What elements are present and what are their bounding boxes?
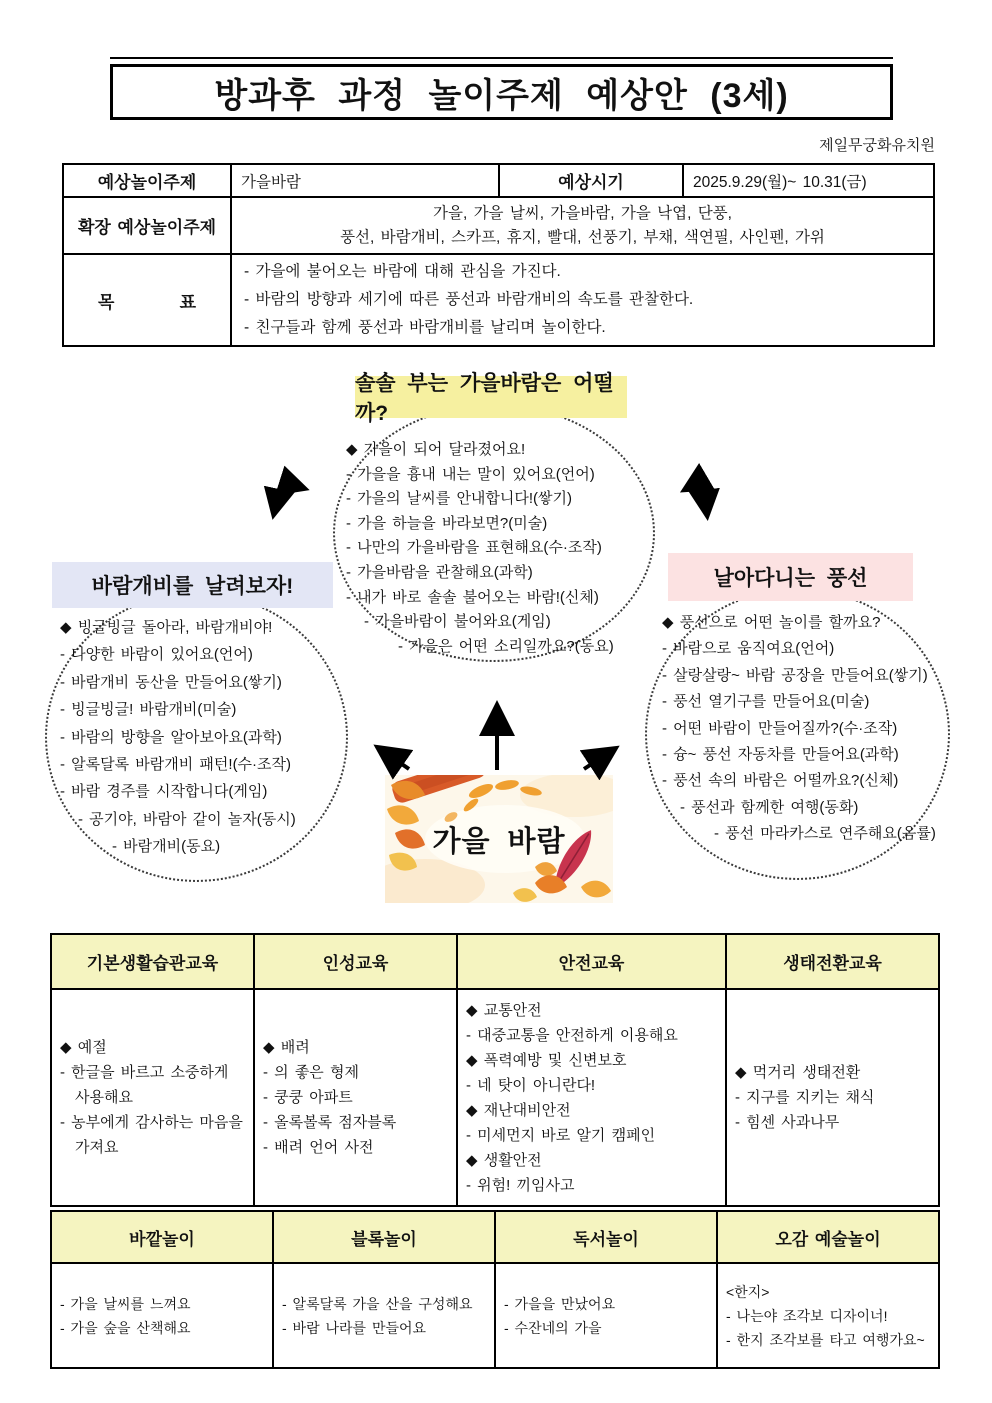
edu-item: ◆ 교통안전 <box>466 1001 542 1019</box>
edu-content-basic-habits <box>52 990 255 1205</box>
bubble-item: - 슝~ 풍선 자동차를 만들어요(과학) <box>662 746 899 764</box>
left-bubble-title: 바람개비를 날려보자! <box>52 562 333 608</box>
bubble-item: - 다양한 바람이 있어요(언어) <box>60 646 253 664</box>
bubble-item: - 공기야, 바람아 같이 놀자(동시) <box>78 810 296 828</box>
goal-label: 목 표 <box>64 255 232 345</box>
goal-item: - 가을에 불어오는 바람에 대해 관심을 가진다. <box>244 263 561 280</box>
play-item: - 바람 나라를 만들어요 <box>282 1319 427 1336</box>
play-item: - 알록달록 가을 산을 구성해요 <box>282 1295 473 1312</box>
play-header-art: 오감 예술놀이 <box>718 1212 938 1264</box>
right-bubble-items <box>662 610 952 848</box>
play-item: - 가을 숲을 산책해요 <box>60 1319 191 1336</box>
bubble-item: - 가을은 어떤 소리일까요?(동요) <box>398 637 614 655</box>
curved-double-arrow-right-icon <box>686 487 707 514</box>
edu-item: ◆ 폭력예방 및 신변보호 <box>466 1051 627 1069</box>
play-header-reading: 독서놀이 <box>496 1212 718 1264</box>
period-label: 예상시기 <box>500 165 684 198</box>
bubble-item: ◆ 가을이 되어 달라졌어요! <box>346 441 526 458</box>
edu-item: - 미세먼지 바로 알기 캠페인 <box>466 1126 656 1144</box>
goal-item: - 바람의 방향과 세기에 따른 풍선과 바람개비의 속도를 관찰한다. <box>244 291 694 308</box>
bubble-item: - 바람개비 동산을 만들어요(쌓기) <box>60 673 282 691</box>
title-box <box>110 64 893 120</box>
goal-list <box>232 255 933 345</box>
goal-item: - 친구들과 함께 풍선과 바람개비를 날리며 놀이한다. <box>244 319 606 336</box>
edu-item: ◆ 배려 <box>263 1039 310 1056</box>
edu-item: ◆ 재난대비안전 <box>466 1101 571 1119</box>
play-content-art <box>718 1264 938 1367</box>
bubble-item: - 풍선 속의 바람은 어떨까요?(신체) <box>662 772 899 790</box>
bubble-item: - 풍선 열기구를 만들어요(미술) <box>662 693 870 711</box>
bubble-item: - 내가 바로 솔솔 불어오는 바람!(신체) <box>346 588 599 606</box>
edu-item: ◆ 생활안전 <box>466 1151 542 1169</box>
play-item: - 가을 날씨를 느껴요 <box>60 1295 191 1312</box>
edu-item: - 대중교통을 안전하게 이용해요 <box>466 1026 678 1044</box>
bubble-item: - 어떤 바람이 만들어질까?(수·조작) <box>662 719 898 737</box>
bubble-item: ◆ 빙글빙글 돌아라, 바람개비야! <box>60 619 273 636</box>
play-item: - 한지 조각보를 타고 여행가요~ <box>726 1331 925 1348</box>
bubble-item: - 가을바람이 불어와요(게임) <box>364 613 551 631</box>
arrow-up-right-icon <box>584 750 613 769</box>
title-top-rule <box>110 57 893 59</box>
expanded-theme-line: 가을, 가을 날씨, 가을바람, 가을 낙엽, 단풍, <box>433 204 732 222</box>
period-value: 2025.9.29(월)~ 10.31(금) <box>684 165 933 198</box>
edu-item: ◆ 먹거리 생태전환 <box>735 1064 861 1081</box>
edu-content-character <box>255 990 458 1205</box>
bubble-item: - 바람 경주를 시작합니다(게임) <box>60 783 268 801</box>
expanded-theme-value <box>232 198 933 255</box>
theme-label: 예상놀이주제 <box>64 165 232 198</box>
bubble-item: - 살랑살랑~ 바람 공장을 만들어요(쌓기) <box>662 666 928 684</box>
bubble-item: - 나만의 가을바람을 표현해요(수·조작) <box>346 539 602 557</box>
edu-item: - 의 좋은 형제 <box>263 1064 359 1081</box>
top-bubble-title: 솔솔 부는 가을바람은 어떨까? <box>355 376 627 418</box>
play-item: - 가을을 만났어요 <box>504 1295 616 1312</box>
edu-content-safety <box>458 990 727 1205</box>
play-header-outdoor: 바깥놀이 <box>52 1212 274 1264</box>
play-item: - 나는야 조각보 디자이너! <box>726 1307 888 1324</box>
play-table <box>50 1210 940 1369</box>
edu-header-character: 인성교육 <box>255 935 458 990</box>
edu-item: - 힘센 사과나무 <box>735 1114 840 1131</box>
left-bubble-items <box>60 614 345 861</box>
bubble-item: - 풍선 마라카스로 연주해요(음률) <box>714 825 936 843</box>
bubble-item: - 가을바람을 관찰해요(과학) <box>346 563 533 581</box>
play-header-block: 블록놀이 <box>274 1212 496 1264</box>
arrow-up-left-icon <box>380 749 409 769</box>
edu-item: - 올록볼록 점자블록 <box>263 1114 397 1131</box>
bubble-item: - 가을을 흉내 내는 말이 있어요(언어) <box>346 465 595 483</box>
education-table <box>50 933 940 1207</box>
edu-item: - 지구를 지키는 채식 <box>735 1089 875 1106</box>
org-name: 제일무궁화유치원 <box>819 137 935 154</box>
bubble-item: - 바람의 방향을 알아보아요(과학) <box>60 728 282 746</box>
autumn-wind-image <box>385 775 613 903</box>
bubble-item: - 가을 하늘을 바라보면?(미술) <box>346 514 548 532</box>
edu-header-basic-habits: 기본생활습관교육 <box>52 935 255 990</box>
bubble-item: - 바람으로 움직여요(언어) <box>662 640 835 658</box>
page-title: 방과후 과정 놀이주제 예상안 (3세) <box>214 76 789 115</box>
play-content-reading <box>496 1264 718 1367</box>
edu-header-eco: 생태전환교육 <box>727 935 938 990</box>
edu-item: ◆ 예절 <box>60 1039 107 1056</box>
bubble-item: - 풍선과 함께한 여행(동화) <box>680 798 859 816</box>
bubble-item: - 바람개비(동요) <box>112 838 221 856</box>
bubble-item: - 가을의 날씨를 안내합니다!(쌓기) <box>346 490 573 508</box>
edu-header-safety: 안전교육 <box>458 935 727 990</box>
play-content-outdoor <box>52 1264 274 1367</box>
center-theme-label: 가을 바람 <box>432 825 566 858</box>
right-bubble-title: 날아다니는 풍선 <box>668 553 913 601</box>
info-table <box>62 163 935 347</box>
edu-item: - 한글을 바르고 소중하게 사용해요 <box>60 1064 229 1106</box>
play-item: - 수잔네의 가을 <box>504 1319 602 1336</box>
theme-value: 가을바람 <box>232 165 500 198</box>
top-bubble-items <box>346 438 648 659</box>
edu-item: - 네 탓이 아니란다! <box>466 1076 596 1094</box>
edu-item: - 위험! 끼임사고 <box>466 1176 575 1194</box>
edu-item: - 농부에게 감사하는 마음을 가져요 <box>60 1114 243 1156</box>
edu-item: - 쿵쿵 아파트 <box>263 1089 353 1106</box>
curved-double-arrow-left-icon <box>274 487 303 513</box>
play-content-block <box>274 1264 496 1367</box>
expanded-theme-line: 풍선, 바람개비, 스카프, 휴지, 빨대, 선풍기, 부채, 색연필, 사인펜, 가위 <box>340 228 825 246</box>
expanded-theme-label: 확장 예상놀이주제 <box>64 198 232 255</box>
play-item: <한지> <box>726 1283 770 1300</box>
edu-content-eco <box>727 990 938 1205</box>
bubble-item: - 빙글빙글! 바람개비(미술) <box>60 701 237 719</box>
bubble-item: - 알록달록 바람개비 패턴!(수·조작) <box>60 756 292 774</box>
bubble-item: ◆ 풍선으로 어떤 놀이를 할까요? <box>662 614 881 631</box>
edu-item: - 배려 언어 사전 <box>263 1139 374 1156</box>
